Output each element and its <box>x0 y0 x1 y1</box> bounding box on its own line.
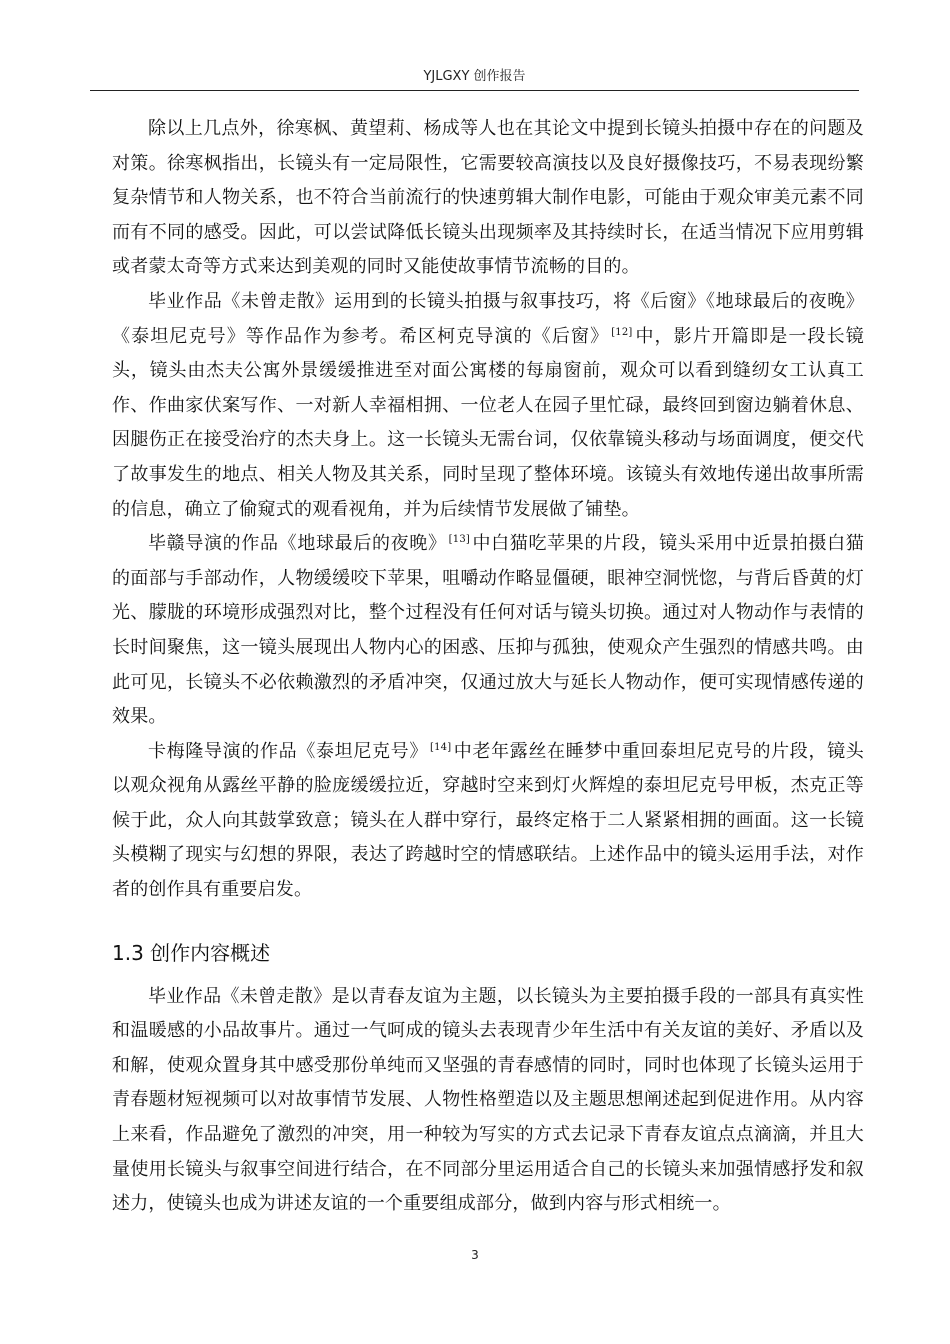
body-content <box>112 112 864 1222</box>
body-paragraph: 毕赣导演的作品《地球最后的夜晚》 [13] 中白猫吃苹果的片段，镜头采用中近景拍摄白猫的面部与手部动作，人物缓缓咬下苹果，咀嚼动作略显僵硬，眼神空洞恍惚，与背后昏黄的灯光、朦胧的环境形成强烈对比，整个过程没有任何对话与镜头切换。通过对人物动作与表情的长时间聚焦，这一镜头展现出人物内心的困惑、压抑与孤独，使观众产生强烈的情感共鸣。由此可见，长镜头不必依赖激烈的矛盾冲突，仅通过放大与延长人物动作，便可实现情感传递的效果。 <box>112 533 864 728</box>
header-title: YJLGXY 创作报告 <box>423 69 526 84</box>
page-number: 3 <box>471 1248 479 1262</box>
page-header <box>90 68 859 91</box>
body-paragraph: 毕业作品《未曾走散》是以青春友谊为主题，以长镜头为主要拍摄手段的一部具有真实性和温暖感的小品故事片。通过一气呵成的镜头去表现青少年生活中有关友谊的美好、矛盾以及和解，使观众置身其中感受那份单纯而又坚强的青春感情的同时，同时也体现了长镜头运用于青春题材短视频可以对故事情节发展、人物性格塑造以及主题思想阐述起到促进作用。从内容上来看，作品避免了激烈的冲突，用一种较为写实的方式去记录下青春友谊点点滴滴，并且大量使用长镜头与叙事空间进行结合，在不同部分里运用适合自己的长镜头来加强情感抒发和叙述力，使镜头也成为讲述友谊的一个重要组成部分，做到内容与形式相统一。 <box>112 985 864 1215</box>
section-heading: 1.3 创作内容概述 <box>112 940 271 965</box>
citation-ref[interactable]: [13] <box>448 534 470 546</box>
body-paragraph: 毕业作品《未曾走散》运用到的长镜头拍摄与叙事技巧，将《后窗》《地球最后的夜晚》《泰坦尼克号》等作品作为参考。希区柯克导演的《后窗》 [12] 中，影片开篇即是一段长镜头，镜头由杰夫公寓外景缓缓推进至对面公寓楼的每扇窗前，观众可以看到缝纫女工认真工作、作曲家伏案写作、一对新人幸福相拥、一位老人在园子里忙碌，最终回到窗边躺着休息、因腿伤正在接受治疗的杰夫身上。这一长镜头无需台词，仅依靠镜头移动与场面调度，便交代了故事发生的地点、相关人物及其关系，同时呈现了整体环境。该镜头有效地传递出故事所需的信息，确立了偷窥式的观看视角，并为后续情节发展做了铺垫。 <box>112 290 864 520</box>
body-paragraph: 除以上几点外，徐寒枫、黄望莉、杨成等人也在其论文中提到长镜头拍摄中存在的问题及对策。徐寒枫指出，长镜头有一定局限性，它需要较高演技以及良好摄像技巧，不易表现纷繁复杂情节和人物关系，也不符合当前流行的快速剪辑大制作电影，可能由于观众审美元素不同而有不同的感受。因此，可以尝试降低长镜头出现频率及其持续时长，在适当情况下应用剪辑或者蒙太奇等方式来达到美观的同时又能使故事情节流畅的目的。 <box>112 118 864 278</box>
citation-ref[interactable]: [12] <box>611 326 633 338</box>
body-paragraph: 卡梅隆导演的作品《泰坦尼克号》 [14] 中老年露丝在睡梦中重回泰坦尼克号的片段，镜头以观众视角从露丝平静的脸庞缓缓拉近，穿越时空来到灯火辉煌的泰坦尼克号甲板，杰克正等候于此，众人向其鼓掌致意；镜头在人群中穿行，最终定格于二人紧紧相拥的画面。这一长镜头模糊了现实与幻想的界限，表达了跨越时空的情感联结。上述作品中的镜头运用手法，对作者的创作具有重要启发。 <box>112 740 864 901</box>
citation-ref[interactable]: [14] <box>430 741 452 753</box>
